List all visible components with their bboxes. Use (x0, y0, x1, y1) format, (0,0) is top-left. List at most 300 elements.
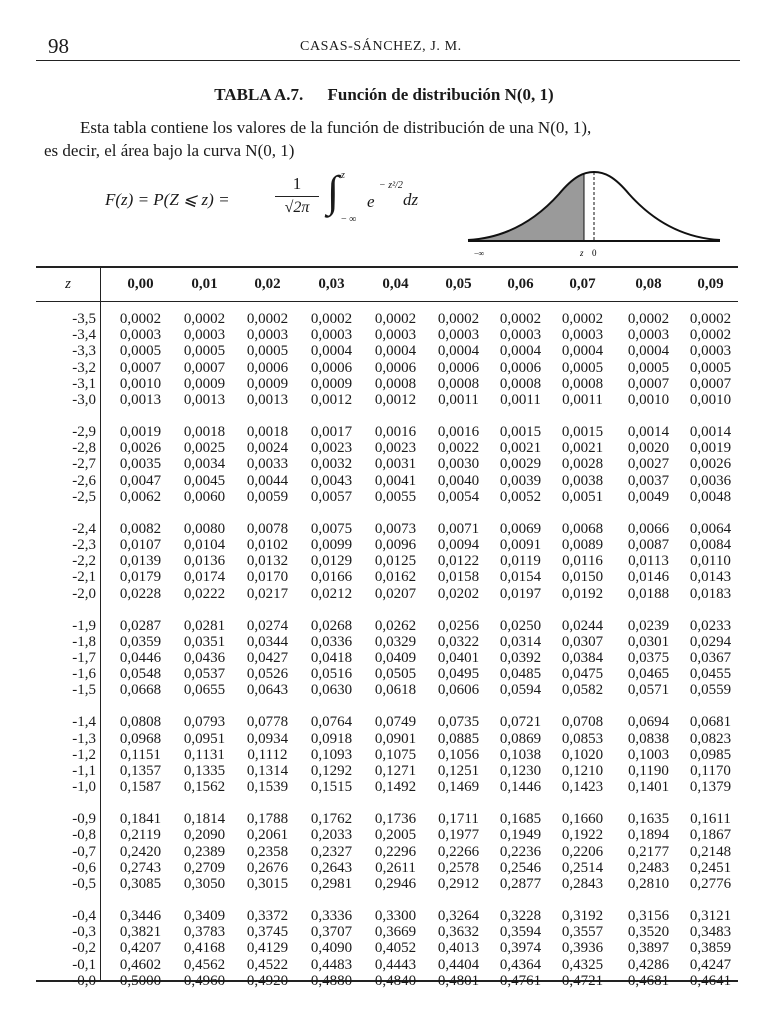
z-value: -3,5 (72, 311, 96, 327)
probability-cell: 0,3520 (627, 924, 670, 941)
probability-cell: 0,0003 (374, 327, 417, 344)
probability-cell: 0,0008 (561, 375, 604, 392)
z-value: -0,9 (72, 811, 96, 828)
z-value: -3,2 (72, 359, 96, 376)
probability-cell: 0,0708 (561, 714, 604, 731)
axis-label-z: z (580, 248, 584, 258)
probability-cell: 0,0853 (561, 730, 604, 747)
probability-cell: 0,0057 (310, 488, 353, 505)
probability-cell: 0,0080 (183, 520, 226, 537)
probability-cell: 0,0166 (310, 569, 353, 586)
table-row (36, 586, 738, 602)
integral-sign: ∫ (327, 167, 340, 216)
formula-differential: dz (403, 190, 419, 209)
probability-cell: 0,0015 (561, 424, 604, 440)
probability-cell: 0,0250 (499, 617, 542, 634)
table-row (36, 747, 738, 763)
probability-cell: 0,0048 (689, 488, 732, 505)
probability-cell: 0,0094 (437, 537, 480, 553)
probability-cell: 0,4443 (374, 956, 417, 973)
probability-cell: 0,0010 (119, 375, 162, 392)
probability-cell: 0,0003 (437, 327, 480, 344)
probability-cell: 0,0582 (561, 682, 604, 699)
probability-cell: 0,0192 (561, 585, 604, 602)
probability-cell: 0,0129 (310, 553, 353, 570)
z-value: -1,9 (72, 617, 96, 634)
probability-cell: 0,2981 (310, 876, 353, 892)
probability-cell: 0,0006 (246, 359, 289, 376)
distribution-table (36, 266, 738, 989)
probability-cell: 0,0007 (689, 375, 732, 392)
table-row (36, 343, 738, 359)
probability-cell: 0,1093 (310, 746, 353, 763)
probability-cell: 0,0062 (119, 488, 162, 505)
probability-cell: 0,0110 (690, 553, 731, 570)
table-row (36, 714, 738, 730)
probability-cell: 0,4052 (374, 940, 417, 957)
probability-cell: 0,2327 (310, 843, 353, 860)
probability-cell: 0,0018 (246, 424, 289, 440)
probability-cell: 0,1112 (247, 746, 288, 763)
probability-cell: 0,0301 (627, 633, 670, 650)
column-header: 0,02 (254, 276, 281, 292)
table-row (36, 779, 738, 795)
probability-cell: 0,1190 (628, 763, 669, 779)
probability-cell: 0,0007 (183, 359, 226, 376)
table-row (36, 360, 738, 376)
probability-cell: 0,0002 (689, 327, 732, 344)
table-row (36, 489, 738, 505)
probability-cell: 0,3594 (499, 924, 542, 941)
cdf-formula (105, 167, 445, 240)
table-row (36, 456, 738, 472)
probability-cell: 0,0011 (438, 392, 479, 408)
z-value: -1,6 (72, 666, 96, 683)
z-value: -1,0 (72, 779, 96, 796)
probability-cell: 0,4522 (246, 956, 289, 973)
probability-cell: 0,0033 (246, 456, 289, 473)
probability-cell: 0,0039 (499, 472, 542, 489)
probability-cell: 0,4761 (499, 972, 542, 989)
probability-cell: 0,4286 (627, 956, 670, 973)
probability-cell: 0,0006 (437, 359, 480, 376)
probability-cell: 0,0010 (627, 392, 670, 408)
z-value: -1,5 (72, 682, 96, 699)
probability-cell: 0,0034 (183, 456, 226, 473)
probability-cell: 0,3783 (183, 924, 226, 941)
probability-cell: 0,0183 (689, 585, 732, 602)
z-value: -1,7 (72, 650, 96, 666)
probability-cell: 0,0384 (561, 650, 604, 666)
probability-cell: 0,0028 (561, 456, 604, 473)
probability-cell: 0,0007 (119, 359, 162, 376)
z-value: -2,8 (72, 440, 96, 457)
probability-cell: 0,4207 (119, 940, 162, 957)
probability-cell: 0,3821 (119, 924, 162, 941)
probability-cell: 0,0004 (627, 343, 670, 360)
table-row (36, 311, 738, 327)
z-value: -0,4 (72, 908, 96, 924)
probability-cell: 0,0002 (183, 311, 226, 327)
probability-cell: 0,1003 (627, 746, 670, 763)
probability-cell: 0,0526 (246, 666, 289, 683)
probability-cell: 0,1230 (499, 763, 542, 779)
table-row (36, 392, 738, 408)
probability-cell: 0,0043 (310, 472, 353, 489)
probability-cell: 0,0011 (500, 392, 541, 408)
probability-cell: 0,4920 (246, 972, 289, 989)
running-head: CASAS-SÁNCHEZ, J. M. (300, 39, 462, 54)
probability-cell: 0,0089 (561, 537, 604, 553)
probability-cell: 0,3446 (119, 908, 162, 924)
probability-cell: 0,0985 (689, 746, 732, 763)
probability-cell: 0,0427 (246, 650, 289, 666)
probability-cell: 0,1446 (499, 779, 542, 796)
probability-cell: 0,1894 (627, 827, 670, 844)
probability-cell: 0,0359 (119, 633, 162, 650)
probability-cell: 0,1020 (561, 746, 604, 763)
probability-cell: 0,0375 (627, 650, 670, 666)
probability-cell: 0,0021 (561, 440, 604, 457)
probability-cell: 0,4840 (374, 972, 417, 989)
table-row (36, 924, 738, 940)
probability-cell: 0,0016 (374, 424, 417, 440)
probability-cell: 0,0002 (627, 311, 670, 327)
probability-cell: 0,3707 (310, 924, 353, 941)
probability-cell: 0,0040 (437, 472, 480, 489)
probability-cell: 0,2090 (183, 827, 226, 844)
probability-cell: 0,2578 (437, 859, 480, 876)
probability-cell: 0,0002 (499, 311, 542, 327)
z-value: -0,5 (72, 876, 96, 892)
probability-cell: 0,1251 (437, 763, 480, 779)
probability-cell: 0,0013 (246, 392, 289, 408)
column-header: 0,07 (569, 276, 596, 292)
probability-cell: 0,1469 (437, 779, 480, 796)
z-value: -3,3 (72, 343, 96, 360)
probability-cell: 0,1922 (561, 827, 604, 844)
probability-cell: 0,0808 (119, 714, 162, 731)
probability-cell: 0,0005 (246, 343, 289, 360)
z-value: -2,1 (72, 569, 96, 586)
probability-cell: 0,0015 (499, 424, 542, 440)
probability-cell: 0,0029 (499, 456, 542, 473)
table-header-row (36, 268, 738, 302)
column-header: 0,09 (697, 276, 724, 292)
probability-cell: 0,0084 (689, 537, 732, 553)
probability-cell: 0,0793 (183, 714, 226, 731)
probability-cell: 0,0314 (499, 633, 542, 650)
probability-cell: 0,0016 (437, 424, 480, 440)
table-row (36, 973, 738, 989)
probability-cell: 0,1611 (690, 811, 731, 828)
probability-cell: 0,0150 (561, 569, 604, 586)
probability-cell: 0,3557 (561, 924, 604, 941)
shaded-area (468, 173, 584, 240)
probability-cell: 0,4247 (689, 956, 732, 973)
probability-cell: 0,0013 (183, 392, 226, 408)
probability-cell: 0,1814 (183, 811, 226, 828)
probability-cell: 0,2177 (627, 843, 670, 860)
probability-cell: 0,1867 (689, 827, 732, 844)
probability-cell: 0,0125 (374, 553, 417, 570)
probability-cell: 0,0212 (310, 585, 353, 602)
probability-cell: 0,0073 (374, 520, 417, 537)
probability-cell: 0,4013 (437, 940, 480, 957)
probability-cell: 0,0268 (310, 617, 353, 634)
probability-cell: 0,0026 (689, 456, 732, 473)
probability-cell: 0,2611 (375, 859, 416, 876)
probability-cell: 0,3483 (689, 924, 732, 941)
probability-cell: 0,0885 (437, 730, 480, 747)
axis-label-zero: 0 (592, 248, 597, 258)
probability-cell: 0,1335 (183, 763, 226, 779)
probability-cell: 0,1635 (627, 811, 670, 828)
probability-cell: 0,0047 (119, 472, 162, 489)
probability-cell: 0,0004 (374, 343, 417, 360)
probability-cell: 0,0019 (119, 424, 162, 440)
probability-cell: 0,0262 (374, 617, 417, 634)
probability-cell: 0,0027 (627, 456, 670, 473)
probability-cell: 0,3121 (689, 908, 732, 924)
probability-cell: 0,0436 (183, 650, 226, 666)
probability-cell: 0,0005 (119, 343, 162, 360)
probability-cell: 0,0643 (246, 682, 289, 699)
probability-cell: 0,0003 (183, 327, 226, 344)
table-row (36, 682, 738, 698)
probability-cell: 0,2709 (183, 859, 226, 876)
probability-cell: 0,4960 (183, 972, 226, 989)
formula-exponent: − z²/2 (379, 180, 403, 191)
probability-cell: 0,3336 (310, 908, 353, 924)
probability-cell: 0,0003 (499, 327, 542, 344)
table-title-text: Función de distribución N(0, 1) (327, 85, 554, 104)
probability-cell: 0,0003 (246, 327, 289, 344)
probability-cell: 0,0244 (561, 617, 604, 634)
probability-cell: 0,0132 (246, 553, 289, 570)
probability-cell: 0,3050 (183, 876, 226, 892)
probability-cell: 0,0668 (119, 682, 162, 699)
probability-cell: 0,3085 (119, 876, 162, 892)
probability-cell: 0,0036 (689, 472, 732, 489)
probability-cell: 0,1056 (437, 746, 480, 763)
table-row (36, 618, 738, 634)
probability-cell: 0,0038 (561, 472, 604, 489)
probability-cell: 0,1075 (374, 746, 417, 763)
z-value: -2,9 (72, 424, 96, 440)
probability-cell: 0,2451 (689, 859, 732, 876)
z-value: -2,3 (72, 537, 96, 553)
probability-cell: 0,4681 (627, 972, 670, 989)
probability-cell: 0,0078 (246, 520, 289, 537)
table-row (36, 424, 738, 440)
probability-cell: 0,0051 (561, 488, 604, 505)
probability-cell: 0,0409 (374, 650, 417, 666)
probability-cell: 0,1292 (310, 763, 353, 779)
probability-cell: 0,0764 (310, 714, 353, 731)
probability-cell: 0,0681 (689, 714, 732, 731)
probability-cell: 0,0052 (499, 488, 542, 505)
probability-cell: 0,0005 (183, 343, 226, 360)
probability-cell: 0,1762 (310, 811, 353, 828)
probability-cell: 0,4602 (119, 956, 162, 973)
formula-fraction (275, 174, 319, 217)
probability-cell: 0,0022 (437, 440, 480, 457)
z-value: -2,6 (72, 472, 96, 489)
probability-cell: 0,0322 (437, 633, 480, 650)
integral-upper-limit: z (341, 170, 345, 181)
probability-cell: 0,0030 (437, 456, 480, 473)
probability-cell: 0,0694 (627, 714, 670, 731)
probability-cell: 0,0005 (627, 359, 670, 376)
probability-cell: 0,0516 (310, 666, 353, 683)
probability-cell: 0,1379 (689, 779, 732, 796)
column-header: 0,05 (445, 276, 472, 292)
z-value: -2,5 (72, 488, 96, 505)
probability-cell: 0,0002 (561, 311, 604, 327)
probability-cell: 0,1131 (184, 746, 225, 763)
probability-cell: 0,1492 (374, 779, 417, 796)
formula-numerator: 1 (292, 174, 302, 193)
probability-cell: 0,4090 (310, 940, 353, 957)
probability-cell: 0,0068 (561, 520, 604, 537)
probability-cell: 0,2061 (246, 827, 289, 844)
probability-cell: 0,0179 (119, 569, 162, 586)
probability-cell: 0,0158 (437, 569, 480, 586)
probability-cell: 0,0014 (627, 424, 670, 440)
probability-cell: 0,0256 (437, 617, 480, 634)
probability-cell: 0,0021 (499, 440, 542, 457)
table-row (36, 827, 738, 843)
probability-cell: 0,0041 (374, 472, 417, 489)
probability-cell: 0,2033 (310, 827, 353, 844)
intro-line-2: es decir, el área bajo la curva N(0, 1) (44, 141, 295, 160)
probability-cell: 0,0107 (119, 537, 162, 553)
integral-lower-limit: − ∞ (341, 214, 357, 225)
probability-cell: 0,0446 (119, 650, 162, 666)
probability-cell: 0,0002 (689, 311, 732, 327)
probability-cell: 0,0099 (310, 537, 353, 553)
page-header (36, 34, 740, 61)
probability-cell: 0,3669 (374, 924, 417, 941)
probability-cell: 0,2296 (374, 843, 417, 860)
probability-cell: 0,0418 (310, 650, 353, 666)
z-value: -2,2 (72, 553, 96, 570)
probability-cell: 0,0548 (119, 666, 162, 683)
probability-cell: 0,0020 (627, 440, 670, 457)
intro-paragraph (44, 116, 744, 162)
probability-cell: 0,2743 (119, 859, 162, 876)
probability-cell: 0,1401 (627, 779, 670, 796)
z-value: -1,8 (72, 633, 96, 650)
probability-cell: 0,4364 (499, 956, 542, 973)
table-row (36, 521, 738, 537)
probability-cell: 0,3936 (561, 940, 604, 957)
table-row (36, 811, 738, 827)
table-row (36, 666, 738, 682)
probability-cell: 0,1977 (437, 827, 480, 844)
probability-cell: 0,1314 (246, 763, 289, 779)
probability-cell: 0,0004 (561, 343, 604, 360)
table-row (36, 440, 738, 456)
probability-cell: 0,0202 (437, 585, 480, 602)
table-number: TABLA A.7. (214, 85, 304, 104)
probability-cell: 0,1841 (119, 811, 162, 828)
formula-lhs: F(z) = P(Z ⩽ z) = (105, 190, 230, 209)
probability-cell: 0,0344 (246, 633, 289, 650)
probability-cell: 0,0336 (310, 633, 353, 650)
z-value: -0,3 (72, 924, 96, 941)
probability-cell: 0,0594 (499, 682, 542, 699)
probability-cell: 0,0069 (499, 520, 542, 537)
probability-cell: 0,2236 (499, 843, 542, 860)
intro-line-1: Esta tabla contiene los valores de la función de distribución de una N(0, 1), (80, 118, 592, 137)
probability-cell: 0,3015 (246, 876, 289, 892)
probability-cell: 0,3632 (437, 924, 480, 941)
probability-cell: 0,0207 (374, 585, 417, 602)
probability-cell: 0,2877 (499, 876, 542, 892)
fraction-bar (275, 196, 319, 197)
probability-cell: 0,0294 (689, 633, 732, 650)
probability-cell: 0,0003 (310, 327, 353, 344)
probability-cell: 0,0024 (246, 440, 289, 457)
probability-cell: 0,0005 (689, 359, 732, 376)
z-value: -0,6 (72, 859, 96, 876)
probability-cell: 0,0102 (246, 537, 289, 553)
probability-cell: 0,2676 (246, 859, 289, 876)
probability-cell: 0,0055 (374, 488, 417, 505)
probability-cell: 0,0003 (119, 327, 162, 344)
probability-cell: 0,0119 (500, 553, 541, 570)
probability-cell: 0,0116 (562, 553, 603, 570)
probability-cell: 0,2483 (627, 859, 670, 876)
probability-cell: 0,0606 (437, 682, 480, 699)
probability-cell: 0,3745 (246, 924, 289, 941)
probability-cell: 0,0004 (499, 343, 542, 360)
column-header: 0,04 (382, 276, 409, 292)
probability-cell: 0,0006 (310, 359, 353, 376)
probability-cell: 0,0401 (437, 650, 480, 666)
probability-cell: 0,0351 (183, 633, 226, 650)
probability-cell: 0,0239 (627, 617, 670, 634)
probability-cell: 0,2810 (627, 876, 670, 892)
probability-cell: 0,0143 (689, 569, 732, 586)
z-value: -1,1 (72, 763, 96, 779)
probability-cell: 0,0002 (437, 311, 480, 327)
table-row (36, 376, 738, 392)
z-value: -1,4 (72, 714, 96, 731)
probability-cell: 0,0007 (627, 375, 670, 392)
probability-cell: 0,0735 (437, 714, 480, 731)
probability-cell: 0,0044 (246, 472, 289, 489)
probability-cell: 0,2266 (437, 843, 480, 860)
probability-cell: 0,0170 (246, 569, 289, 586)
probability-cell: 0,0222 (183, 585, 226, 602)
probability-cell: 0,1515 (310, 779, 353, 796)
table-row (36, 908, 738, 924)
probability-cell: 0,0287 (119, 617, 162, 634)
probability-cell: 0,4168 (183, 940, 226, 957)
table-row (36, 650, 738, 666)
probability-cell: 0,0154 (499, 569, 542, 586)
probability-cell: 0,0012 (374, 392, 417, 408)
column-header: 0,03 (318, 276, 345, 292)
table-row (36, 569, 738, 585)
probability-cell: 0,0003 (689, 343, 732, 360)
z-value: -2,0 (72, 585, 96, 602)
probability-cell: 0,0233 (689, 617, 732, 634)
z-value: -3,4 (72, 327, 96, 344)
